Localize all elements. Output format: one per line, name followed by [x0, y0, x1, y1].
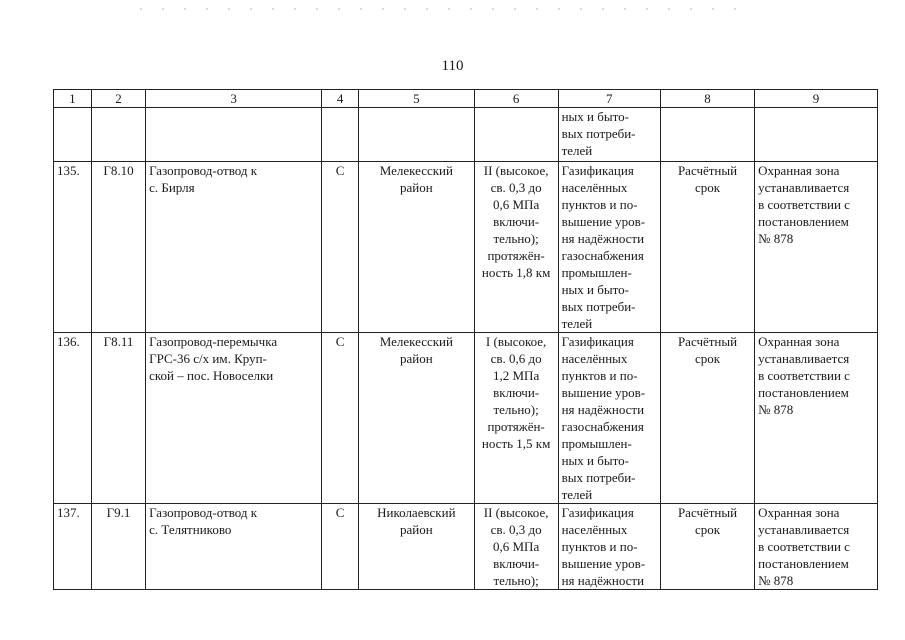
- status-cell: С: [322, 504, 359, 590]
- column-header: 1: [54, 90, 92, 108]
- object-name: Газопровод-отвод к с. Телятниково: [146, 504, 322, 590]
- purpose-cell: ных и быто- вых потреби- телей: [558, 108, 660, 162]
- column-header: 3: [146, 90, 322, 108]
- zone-cell: Охранная зона устанавливается в соответствии с постановлением № 878: [755, 333, 878, 504]
- location-cell: Мелекесский район: [359, 162, 475, 333]
- object-name: Газопровод-отвод к с. Бирля: [146, 162, 322, 333]
- column-header: 7: [558, 90, 660, 108]
- purpose-cell: Газификация населённых пунктов и по- вышение уров- ня надёжности: [558, 504, 660, 590]
- term-cell: Расчётный срок: [660, 504, 754, 590]
- empty-cell: [755, 108, 878, 162]
- header-row: [54, 90, 878, 108]
- row-number: 137.: [54, 504, 92, 590]
- term-cell: Расчётный срок: [660, 162, 754, 333]
- column-header: 5: [359, 90, 475, 108]
- continuation-row: [54, 108, 878, 162]
- row-number: 136.: [54, 333, 92, 504]
- register-table: [53, 89, 878, 590]
- empty-cell: [660, 108, 754, 162]
- location-cell: Николаевский район: [359, 504, 475, 590]
- status-cell: С: [322, 162, 359, 333]
- object-code: Г8.10: [91, 162, 145, 333]
- zone-cell: Охранная зона устанавливается в соответствии с постановлением № 878: [755, 504, 878, 590]
- empty-cell: [359, 108, 475, 162]
- empty-cell: [91, 108, 145, 162]
- empty-cell: [54, 108, 92, 162]
- params-cell: II (высокое, св. 0,3 до 0,6 МПа включи- тельно); протяжён- ность 1,8 км: [474, 162, 558, 333]
- params-cell: I (высокое, св. 0,6 до 1,2 МПа включи- тельно); протяжён- ность 1,5 км: [474, 333, 558, 504]
- scan-artifact: [140, 8, 740, 10]
- table-row: [54, 162, 878, 333]
- purpose-cell: Газификация населённых пунктов и по- вышение уров- ня надёжности газоснабжения промышлен- ных и быто- вых потреби- телей: [558, 333, 660, 504]
- term-cell: Расчётный срок: [660, 333, 754, 504]
- column-header: 6: [474, 90, 558, 108]
- row-number: 135.: [54, 162, 92, 333]
- empty-cell: [146, 108, 322, 162]
- object-code: Г9.1: [91, 504, 145, 590]
- object-name: Газопровод-перемычка ГРС-36 с/х им. Круп- ской – пос. Новоселки: [146, 333, 322, 504]
- location-cell: Мелекесский район: [359, 333, 475, 504]
- object-code: Г8.11: [91, 333, 145, 504]
- column-header: 8: [660, 90, 754, 108]
- column-header: 2: [91, 90, 145, 108]
- page-number: 110: [441, 58, 464, 74]
- zone-cell: Охранная зона устанавливается в соответствии с постановлением № 878: [755, 162, 878, 333]
- table-row: [54, 504, 878, 590]
- status-cell: С: [322, 333, 359, 504]
- column-header: 4: [322, 90, 359, 108]
- purpose-cell: Газификация населённых пунктов и по- вышение уров- ня надёжности газоснабжения промышлен- ных и быто- вых потреби- телей: [558, 162, 660, 333]
- table-row: [54, 333, 878, 504]
- empty-cell: [474, 108, 558, 162]
- column-header: 9: [755, 90, 878, 108]
- empty-cell: [322, 108, 359, 162]
- params-cell: II (высокое, св. 0,3 до 0,6 МПа включи- тельно);: [474, 504, 558, 590]
